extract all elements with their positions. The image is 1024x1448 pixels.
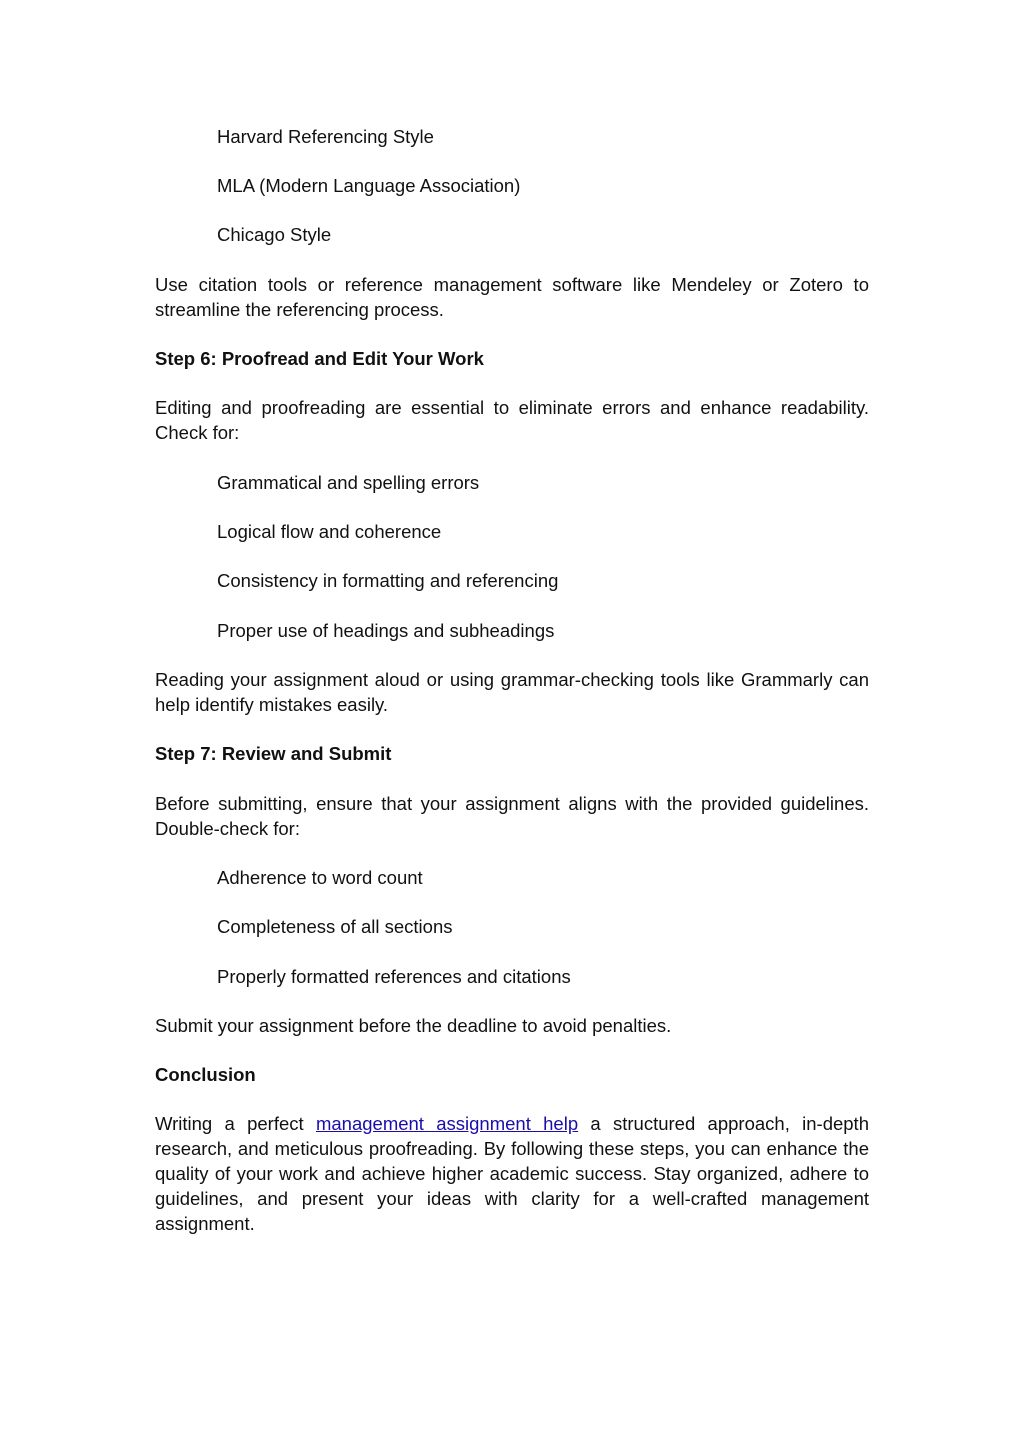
list-item: Proper use of headings and subheadings [217, 620, 555, 641]
section-heading-step-6: Step 6: Proofread and Edit Your Work [155, 348, 484, 369]
list-item: Grammatical and spelling errors [217, 472, 480, 493]
paragraph-step-7-intro: Before submitting, ensure that your assignment aligns with the provided guidelines. Double-check for: [155, 793, 869, 839]
list-item: MLA (Modern Language Association) [217, 175, 521, 196]
list-item: Properly formatted references and citations [217, 966, 571, 987]
list-item: Completeness of all sections [217, 916, 453, 937]
conclusion-text-after-link: a structured approach, in-depth research, and meticulous proofreading. By following these steps, you can enhance the quality of your work and achieve higher academic success. Stay organized, adhere to guidelines, and present your ideas with clarity for a well-crafted management assignment. [155, 1113, 869, 1234]
paragraph-step-6-intro: Editing and proofreading are essential to eliminate errors and enhance readability. Check for: [155, 397, 869, 443]
list-item: Harvard Referencing Style [217, 126, 434, 147]
management-assignment-help-link[interactable]: management assignment help [315, 1113, 579, 1134]
section-heading-step-7: Step 7: Review and Submit [155, 743, 392, 764]
list-item: Adherence to word count [217, 867, 423, 888]
conclusion-text-before-link: Writing a perfect [155, 1113, 316, 1134]
paragraph-step-6-outro: Reading your assignment aloud or using grammar-checking tools like Grammarly can help identify mistakes easily. [155, 669, 869, 715]
list-item: Consistency in formatting and referencing [217, 570, 559, 591]
list-item: Chicago Style [217, 224, 332, 245]
paragraph-conclusion [155, 1111, 869, 1236]
section-heading-conclusion: Conclusion [155, 1064, 256, 1085]
paragraph-citation-tools: Use citation tools or reference management software like Mendeley or Zotero to streamline the referencing process. [155, 274, 869, 320]
paragraph-step-7-outro: Submit your assignment before the deadline to avoid penalties. [155, 1015, 672, 1036]
list-item: Logical flow and coherence [217, 521, 442, 542]
